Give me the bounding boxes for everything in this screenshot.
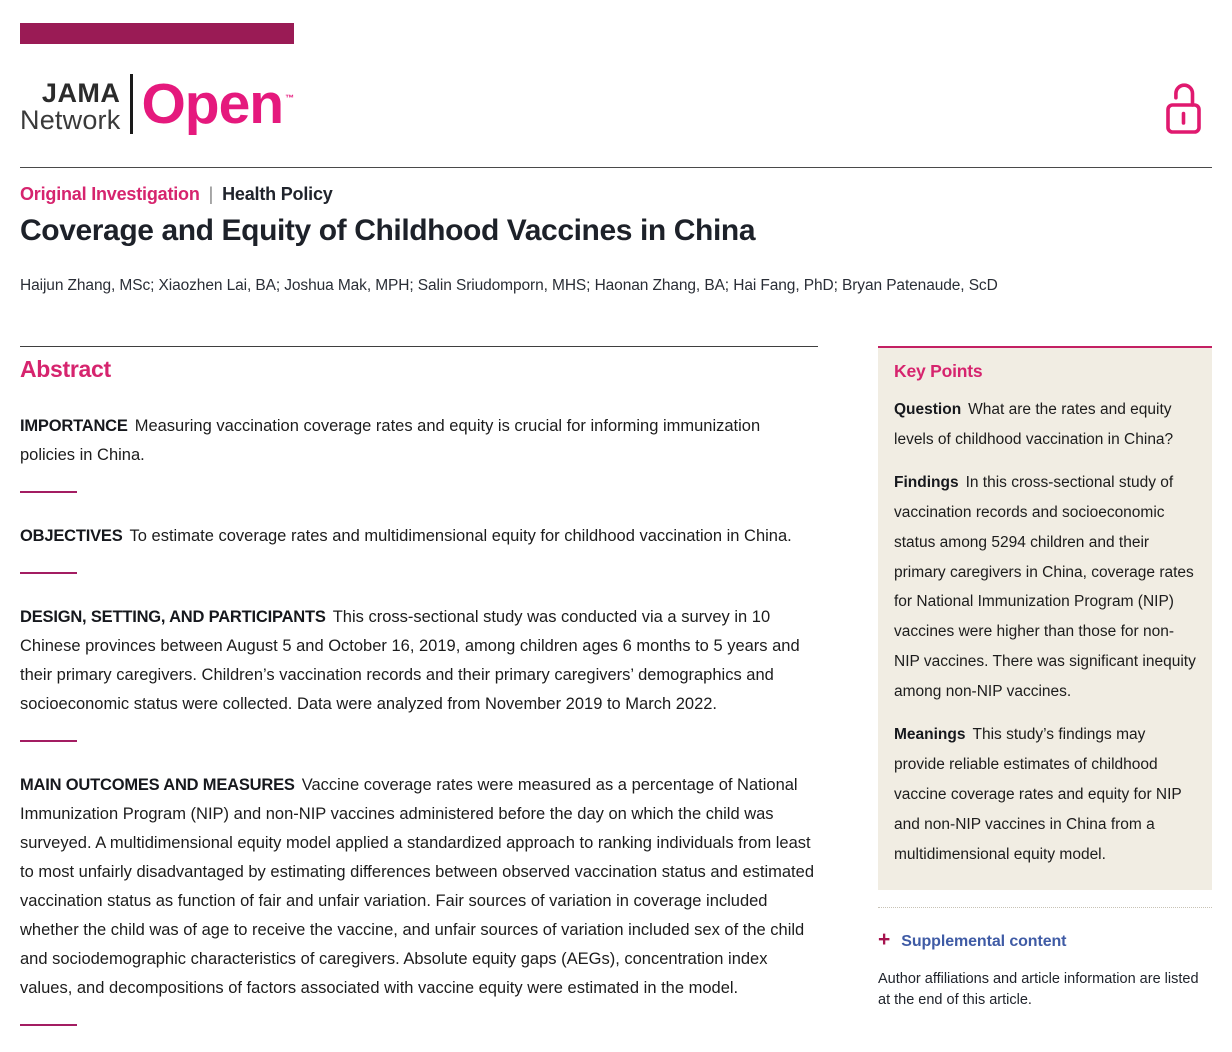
article-page xyxy=(0,23,1232,1026)
key-point-text: In this cross-sectional study of vaccination records and socioeconomic status among 5294 children and their primary caregivers in China, coverage rates for National Immunization Program (NIP) vaccines were higher than those for non-NIP vaccines. There was significant inequity among non-NIP vaccines. xyxy=(894,473,1196,701)
section-text: This cross-sectional study was conducted via a survey in 10 Chinese provinces between August 5 and October 16, 2019, among children ages 6 months to 5 years and their primary caregivers. Children’s vaccination records and their primary caregivers’ demographics and socioeconomic status were collected. Data were analyzed from November 2019 to March 2022. xyxy=(20,608,800,714)
article-category-row xyxy=(20,184,1212,205)
open-access-lock-icon xyxy=(1164,82,1204,141)
abstract-section-design xyxy=(20,603,818,719)
jama-network-open-logo xyxy=(20,72,295,136)
plus-icon: + xyxy=(878,927,891,951)
key-point-text: What are the rates and equity levels of childhood vaccination in China? xyxy=(894,401,1174,448)
key-points-heading: Key Points xyxy=(894,361,983,381)
key-point-label: Findings xyxy=(894,473,959,491)
author-affiliations-note: Author affiliations and article information are listed at the end of this article. xyxy=(878,970,1199,1009)
sidebar-dotted-rule xyxy=(878,907,1212,908)
logo-open-text: Open ™ xyxy=(141,72,295,136)
section-text: Measuring vaccination coverage rates and equity is crucial for informing immunization policies in China. xyxy=(20,417,761,465)
abstract-section-outcomes xyxy=(20,771,818,1003)
supplemental-content-row xyxy=(878,929,1212,951)
key-points-box xyxy=(878,346,1212,890)
abstract-section-objectives xyxy=(20,522,818,551)
abstract-column xyxy=(20,346,818,1026)
section-label: MAIN OUTCOMES AND MEASURES xyxy=(20,776,295,795)
key-point-meanings xyxy=(894,720,1196,870)
section-text: Vaccine coverage rates were measured as a percentage of National Immunization Program (NIP) and non-NIP vaccines administered before the day on which the child was surveyed. A multidimensional equity model applied a standardized approach to ranking individuals from least to most unfairly disadvantaged by estimating differences between observed vaccination status and estimated vaccination status as function of fair and unfair variation. Fair sources of variation in coverage included whether the child was of age to receive the vaccine, and unfair sources of variation included sex of the child and sociodemographic characteristics of caregivers. Absolute equity gaps (AEGs), concentration index values, and decompositions of factors associated with vaccine equity were estimated in the model. xyxy=(20,776,814,998)
article-body-columns xyxy=(20,346,1212,1026)
logo-trademark: ™ xyxy=(285,93,295,103)
section-divider xyxy=(20,572,77,574)
logo-wordmark xyxy=(20,74,130,134)
author-byline: Haijun Zhang, MSc; Xiaozhen Lai, BA; Joshua Mak, MPH; Salin Sriudomporn, MHS; Haonan Zhang, BA; Hai Fang, PhD; Bryan Patenaude, ScD xyxy=(20,277,998,294)
abstract-heading: Abstract xyxy=(20,356,111,382)
key-point-label: Question xyxy=(894,401,962,418)
brand-top-bar xyxy=(20,23,294,44)
section-divider xyxy=(20,491,77,493)
masthead xyxy=(20,74,1212,141)
section-divider xyxy=(20,740,77,742)
category-original-investigation: Original Investigation xyxy=(20,184,200,204)
key-point-findings xyxy=(894,468,1196,707)
section-label: DESIGN, SETTING, AND PARTICIPANTS xyxy=(20,608,326,627)
section-divider xyxy=(20,1024,77,1026)
section-label: IMPORTANCE xyxy=(20,417,128,435)
key-point-text: This study’s findings may provide reliable estimates of childhood vaccine coverage rates and equity for NIP and non-NIP vaccines in China from a multidimensional equity model. xyxy=(894,726,1182,863)
logo-network-text: Network xyxy=(20,105,121,135)
key-point-label: Meanings xyxy=(894,726,966,744)
abstract-section-importance xyxy=(20,412,818,470)
supplemental-content-link[interactable]: Supplemental content xyxy=(901,932,1067,950)
key-point-question xyxy=(894,395,1196,455)
article-title: Coverage and Equity of Childhood Vaccines in China xyxy=(20,214,756,247)
category-separator: | xyxy=(208,184,214,204)
category-health-policy: Health Policy xyxy=(222,184,333,204)
section-text: To estimate coverage rates and multidimensional equity for childhood vaccination in China. xyxy=(129,527,792,546)
header-rule xyxy=(20,167,1212,168)
section-label: OBJECTIVES xyxy=(20,527,123,546)
logo-jama-text: JAMA xyxy=(41,78,121,108)
key-points-sidebar xyxy=(878,346,1212,1026)
